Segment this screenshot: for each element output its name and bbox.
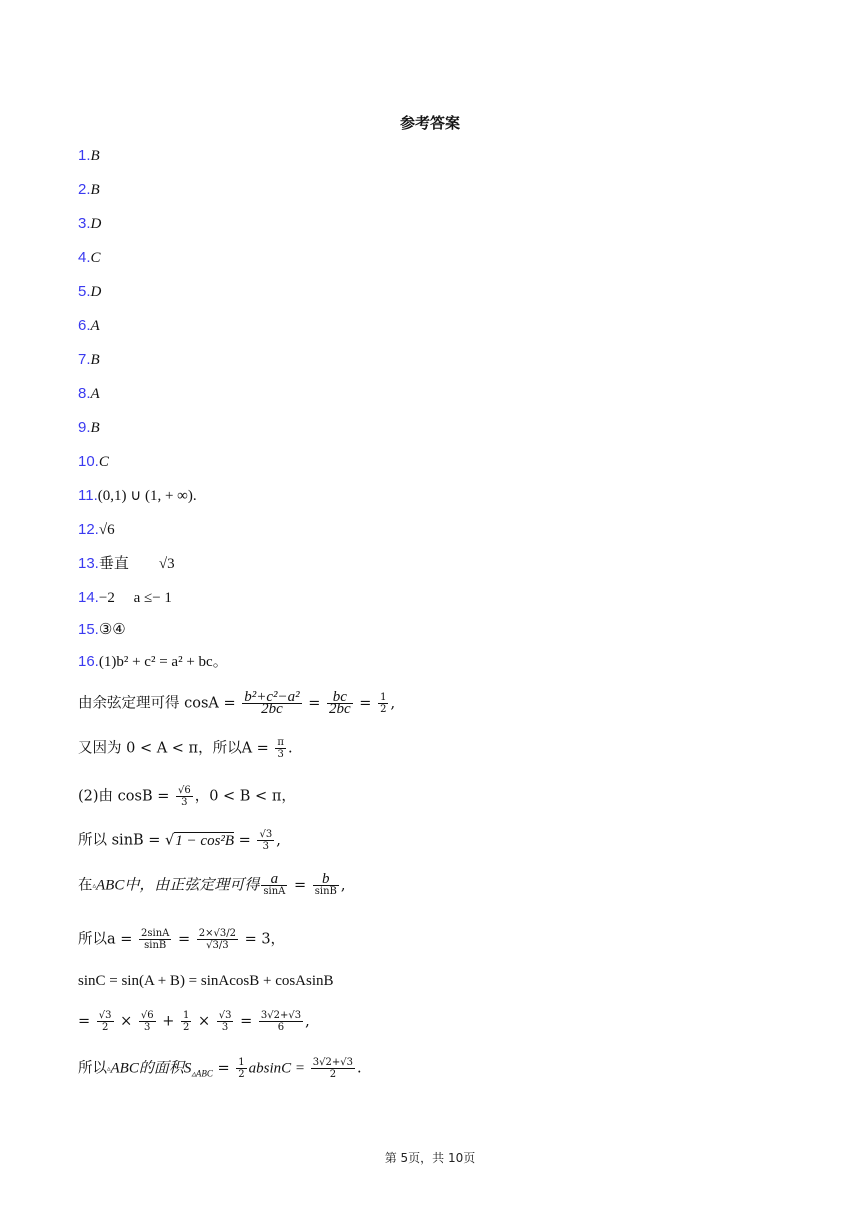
answer-line — [78, 350, 100, 370]
answer-line — [78, 316, 100, 336]
answer-line — [78, 214, 101, 234]
answer-value: C — [90, 250, 101, 266]
q16-sine-law: 在▵ABC中，由正弦定理可得 $\frac{a}{\sin A}$ = $\frac{b}{\sin B}$ , — [78, 871, 346, 897]
page-footer: 第 5页，共 10页 — [384, 1151, 476, 1165]
question-number: 10. — [78, 453, 99, 470]
fraction: $\frac{1}{2}$ — [238, 1057, 245, 1080]
fraction: $\frac{√6}{3}$ — [140, 1010, 154, 1033]
answer-line — [78, 248, 101, 268]
answer-line — [78, 146, 100, 166]
fraction: $\frac{2\times√3/2}{√3/3}$ — [198, 928, 236, 951]
answer-value: B — [90, 148, 100, 164]
fraction: $\frac{√3}{2}$ — [98, 1010, 112, 1033]
answer-line — [78, 520, 115, 540]
fraction: $\frac{\text{b²+c²−a²}}{2bc}$ — [244, 689, 300, 717]
answer-value: ③④ — [98, 622, 126, 638]
answer-value: B — [90, 352, 100, 368]
answer-value: A — [90, 318, 100, 334]
question-number: 1. — [78, 147, 91, 164]
fraction: $\frac{√6}{3}$ — [177, 785, 191, 808]
q16-sinb: 所以 sinB = √1 − cos²B = $\frac{√3}{3}$ , — [78, 829, 281, 852]
fraction: $\frac{3√2+√3}{6}$ — [260, 1010, 302, 1033]
fraction: $\frac{a}{\sin A}$ — [263, 871, 286, 897]
question-number: 14. — [78, 589, 99, 606]
question-number: 4. — [78, 249, 91, 266]
q16-part2: (2)由 cosB = $\frac{√6}{3}$ ，0 < B < π， — [78, 785, 296, 808]
answer-line — [78, 282, 101, 302]
answer-line — [78, 620, 126, 640]
q16-area: 所以▵ABC的面积$S_{▵ABC}$ = $\frac{1}{2}$ absinC = $\frac{3√2+√3}{2}$ . — [78, 1057, 362, 1080]
answer-value: D — [90, 216, 102, 232]
question-number: 15. — [78, 621, 99, 638]
fraction: $\frac{√3}{3}$ — [218, 1010, 232, 1033]
q16-cosine-law: 由余弦定理可得 cosA = $\frac{\text{b²+c²−a²}}{2bc}$ = $\frac{bc}{2bc}$ = $\frac{1}{2}$ , — [78, 689, 396, 717]
answer-value: C — [98, 454, 109, 470]
answer-value: B — [90, 182, 100, 198]
page-title: 参考答案 — [399, 114, 460, 132]
question-number: 7. — [78, 351, 91, 368]
question-number: 5. — [78, 283, 91, 300]
question-number: 13. — [78, 555, 99, 572]
fraction: $\frac{1}{2}$ — [380, 692, 387, 715]
fraction: $\frac{3√2+√3}{2}$ — [312, 1057, 353, 1080]
question-number: 6. — [78, 317, 91, 334]
fraction: $\frac{b}{\sin B}$ — [314, 871, 337, 897]
answer-value: (0,1) ∪ (1, + ∞). — [97, 488, 197, 504]
q16-side-a: 所以a = $\frac{2\sin A}{\sin B}$ = $\frac{2\times√3/2}{√3/3}$ = 3， — [78, 928, 286, 951]
question-number: 12. — [78, 521, 99, 538]
question-number: 3. — [78, 215, 91, 232]
question-number: 9. — [78, 419, 91, 436]
answer-value: √6 — [98, 522, 115, 538]
q16-angle-a: 又因为 0 < A < π，所以A = $\frac{\pi}{3}$ . — [78, 737, 293, 760]
answer-value: 垂直 √3 — [98, 556, 175, 572]
answer-line — [78, 384, 100, 404]
fraction: $\frac{2\sin A}{\sin B}$ — [141, 928, 170, 951]
q16-sinc-value: = $\frac{√3}{2}$ × $\frac{√6}{3}$ + $\frac{1}{2}$ × $\frac{√3}{3}$ = $\frac{3√2+√3}{6}$ , — [78, 1010, 310, 1033]
answer-line — [78, 554, 175, 574]
answer-line — [78, 180, 100, 200]
fraction: $\frac{√3}{3}$ — [259, 829, 273, 852]
answer-line — [78, 486, 197, 506]
answer-line — [78, 418, 100, 438]
q16-sinc: sinC = sin(A + B) = sinAcosB + cosAsinB — [78, 973, 334, 989]
answer-value: A — [90, 386, 100, 402]
answer-line — [78, 588, 172, 608]
question-number: 2. — [78, 181, 91, 198]
fraction: $\frac{\pi}{3}$ — [277, 737, 284, 760]
question-number: 8. — [78, 385, 91, 402]
answer-line — [78, 452, 109, 472]
question-number: 16. — [78, 653, 99, 670]
q16-part1: 16.(1)b² + c² = a² + bc。 — [78, 653, 228, 670]
answer-value: −2 a ≤− 1 — [98, 590, 172, 606]
answer-value: B — [90, 420, 100, 436]
fraction: $\frac{1}{2}$ — [182, 1010, 190, 1033]
question-number: 11. — [78, 487, 98, 504]
fraction: $\frac{bc}{2bc}$ — [329, 689, 351, 717]
answer-value: D — [90, 284, 102, 300]
